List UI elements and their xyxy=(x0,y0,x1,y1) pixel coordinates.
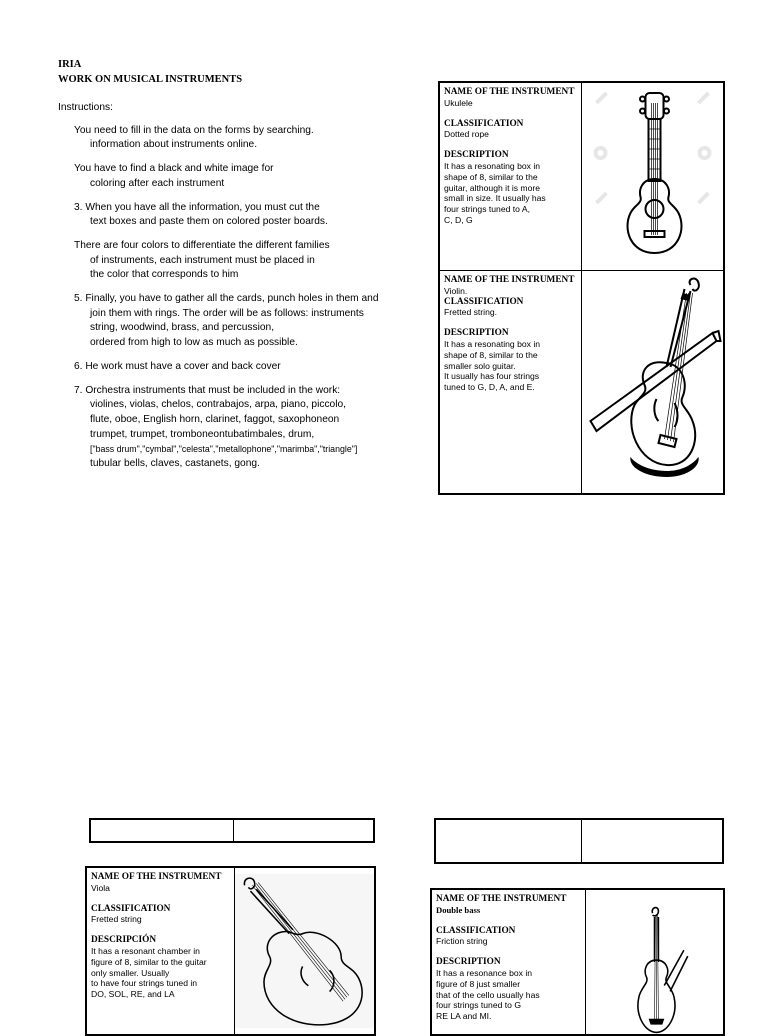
instructions-label: Instructions: xyxy=(58,102,113,113)
instruction-line: join them with rings. The order will be as follows: instruments xyxy=(90,307,364,319)
card-description-line: It usually has four strings xyxy=(444,371,540,382)
instruction-item-1 xyxy=(74,124,440,153)
instrument-card-ukulele xyxy=(438,81,725,274)
instruction-line: string, woodwind, brass, and percussion, xyxy=(90,322,275,334)
instrument-card-violin xyxy=(438,270,725,495)
card-name-label: NAME OF THE INSTRUMENT xyxy=(91,872,222,882)
empty-table-header-right xyxy=(434,818,724,864)
card-name-label: NAME OF THE INSTRUMENT xyxy=(444,275,575,285)
document-title: WORK ON MUSICAL INSTRUMENTS xyxy=(58,74,243,85)
card-description-line: to have four strings tuned in xyxy=(91,978,198,989)
card-classification-label: CLASSIFICATION xyxy=(91,903,171,914)
instruction-item-6 xyxy=(74,360,440,375)
card-description-line: four strings tuned to G xyxy=(436,1000,522,1011)
card-description-line: shape of 8, similar to the xyxy=(444,171,538,182)
card-description-line: that of the cello usually has xyxy=(436,989,540,1000)
instruction-item-5 xyxy=(74,292,440,351)
instruction-line: There are four colors to differentiate the different families xyxy=(74,239,330,251)
instruction-line: 7. Orchestra instruments that must be included in the work: xyxy=(74,384,341,396)
card-description-line: RE LA and MI. xyxy=(436,1011,492,1022)
viola-illustration xyxy=(235,868,374,1034)
instruction-line: violines, violas, chelos, contrabajos, arpa, piano, piccolo, xyxy=(90,399,346,411)
card-description-line: C, D, G xyxy=(444,214,473,225)
card-classification-value: Friction string xyxy=(436,936,488,947)
instruction-line: You have to find a black and white image for xyxy=(74,163,274,175)
card-name-value: Viola xyxy=(91,882,110,893)
card-description-line: It has a resonating box in xyxy=(444,160,541,171)
card-description-line: shape of 8, similar to the xyxy=(444,349,538,360)
card-description-line: guitar, although it is more xyxy=(444,182,541,193)
card-text xyxy=(432,890,586,1034)
instruction-line: 3. When you have all the information, you must cut the xyxy=(74,201,320,213)
card-classification-label: CLASSIFICATION xyxy=(444,296,524,307)
document-header xyxy=(58,57,242,87)
instruction-line: tubular bells, claves, castanets, gong. xyxy=(90,458,260,470)
instruction-line: the color that corresponds to him xyxy=(90,269,239,281)
card-description-line: tuned to G, D, A, and E. xyxy=(444,382,535,393)
instruction-line: 5. Finally, you have to gather all the cards, punch holes in them and xyxy=(74,293,379,305)
card-name-value: Violin. xyxy=(444,285,468,296)
card-description-line: figure of 8 just smaller xyxy=(436,978,521,989)
empty-table-header-left xyxy=(89,818,375,843)
instruction-line: trumpet, trumpet, tromboneontubatimbales, drum, xyxy=(90,428,315,440)
author-name: IRIA xyxy=(58,59,82,70)
card-description-label: DESCRIPTION xyxy=(444,328,509,339)
card-name-label: NAME OF THE INSTRUMENT xyxy=(444,87,575,97)
instruction-line: You need to fill in the data on the forms by searching. xyxy=(74,124,314,136)
instruction-line: ordered from high to low as much as possible. xyxy=(90,337,298,349)
card-description-line: It has a resonating box in xyxy=(444,338,541,349)
instruction-item-2 xyxy=(74,162,440,191)
card-classification-value: Dotted rope xyxy=(444,129,489,140)
instruction-line: of instruments, each instrument must be placed in xyxy=(90,254,315,266)
instruction-line: text boxes and paste them on colored poster boards. xyxy=(90,216,328,228)
card-name-label: NAME OF THE INSTRUMENT xyxy=(436,894,567,904)
instructions-section xyxy=(58,101,440,481)
instruction-line: 6. He work must have a cover and back cover xyxy=(74,360,281,372)
card-classification-label: CLASSIFICATION xyxy=(444,118,524,129)
card-description-line: figure of 8, similar to the guitar xyxy=(91,956,207,967)
instruction-item-7 xyxy=(74,384,440,472)
card-text xyxy=(87,868,235,1034)
card-description-label: DESCRIPTION xyxy=(436,957,501,968)
card-classification-value: Fretted string xyxy=(91,914,142,925)
double-bass-illustration xyxy=(586,890,723,1034)
card-description-line: It has a resonant chamber in xyxy=(91,945,200,956)
card-description-line: DO, SOL, RE, and LA xyxy=(91,989,175,1000)
card-classification-label: CLASSIFICATION xyxy=(436,925,516,936)
instruction-line: ["bass drum","cymbal","celesta","metallophone","marimba","triangle"] xyxy=(90,444,358,455)
card-description-line: only smaller. Usually xyxy=(91,967,170,978)
card-description-line: It has a resonance box in xyxy=(436,967,533,978)
card-text xyxy=(440,271,582,493)
instrument-card-double-bass xyxy=(430,888,725,1036)
instruction-line: flute, oboe, English horn, clarinet, faggot, saxophoneon xyxy=(90,413,340,425)
instrument-card-viola xyxy=(85,866,376,1036)
instruction-line: coloring after each instrument xyxy=(90,177,225,189)
card-name-value: Double bass xyxy=(436,904,481,915)
instruction-line: information about instruments online. xyxy=(90,139,258,151)
card-name-value: Ukulele xyxy=(444,97,473,108)
instruction-item-3 xyxy=(74,201,440,230)
card-description-label: DESCRIPTION xyxy=(444,150,509,161)
violin-illustration xyxy=(582,271,723,493)
instruction-item-4 xyxy=(74,239,440,283)
card-description-line: small in size. It usually has xyxy=(444,193,546,204)
ukulele-illustration xyxy=(582,83,723,272)
card-description-line: four strings tuned to A, xyxy=(444,204,530,215)
card-description-line: smaller solo guitar. xyxy=(444,360,516,371)
card-classification-value: Fretted string. xyxy=(444,307,498,318)
card-description-label: DESCRIPCIÓN xyxy=(91,935,157,946)
card-text xyxy=(440,83,582,272)
